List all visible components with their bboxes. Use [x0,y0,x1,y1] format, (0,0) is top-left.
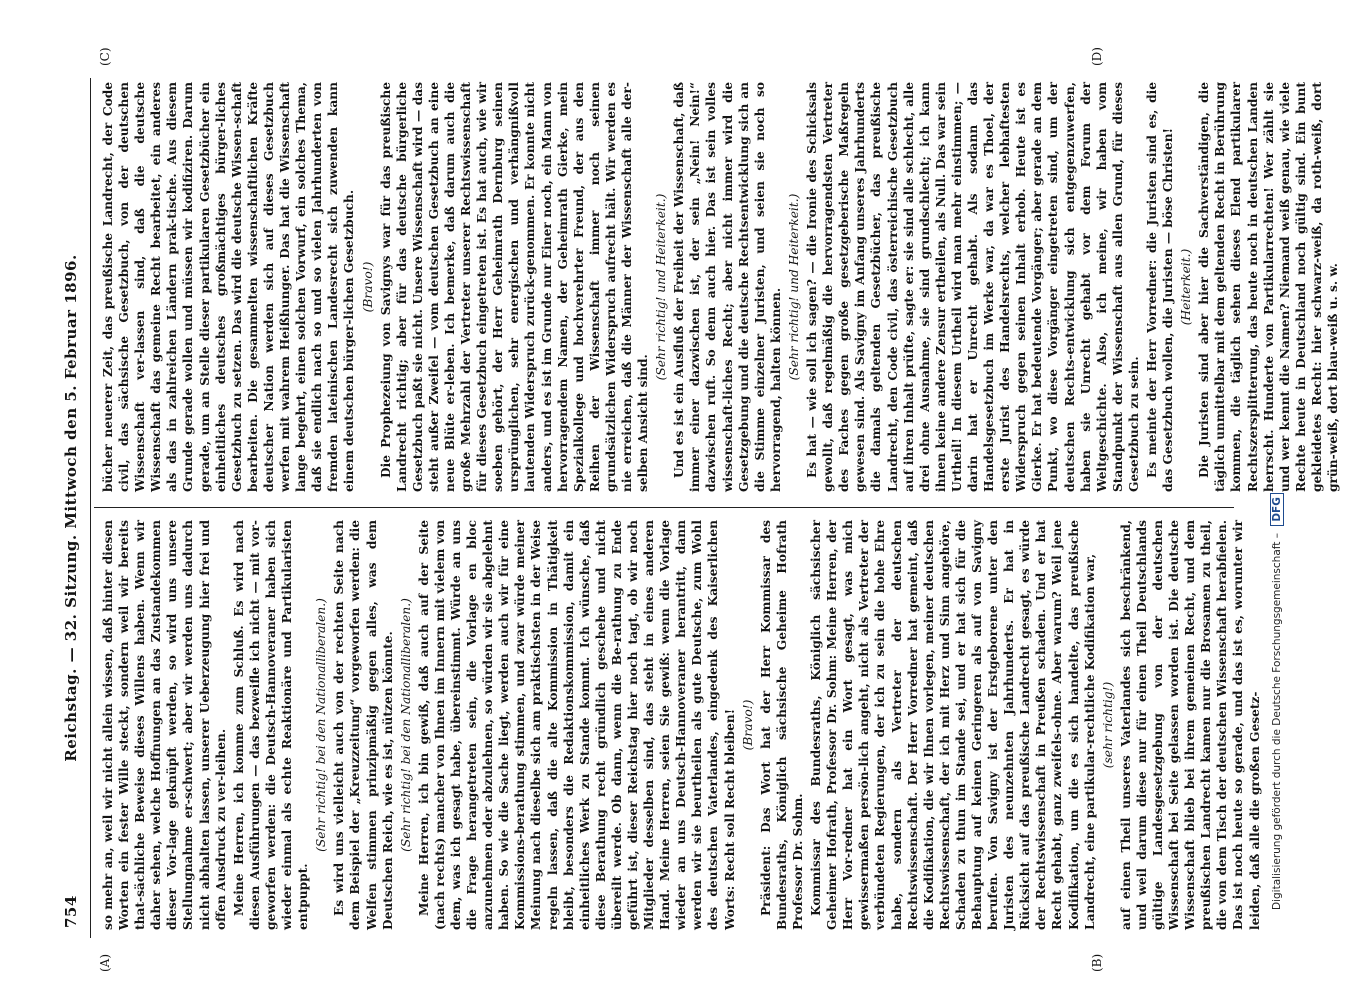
interjection: (Sehr richtig! bei den Nationalliberalen.) [398,598,413,852]
header-rule [90,78,91,938]
paragraph: Und es ist ein Ausfluß der Freiheit der Wissenschaft, daß immer einer dazwischen ist, der sein „Nein! Nein!“ dazwischen ruft. So denn auch hier. Das ist sein volles wissenschaft-liches Recht; aber nicht immer wird die Gesetzgebung und die deutsche Rechtsentwicklung sich an die Stimme einzelner Juristen, und seien sie noch so hervorragend, halten können. [672,82,783,492]
dfg-logo: DFG [1270,493,1284,526]
paragraph: Meine Herren, ich komme zum Schluß. Es wird nach diesen Ausführungen — das bezweifle ich nicht — mit vor-geworfen werden: die Deutsch-Hannoveraner haben sich wieder einmal als echte Reaktionäre und Partikularisten entpuppt. [231,520,311,930]
interjection: (Bravo!) [360,261,375,313]
interjection: (Sehr richtig! bei den Nationalliberalen.) [314,598,329,852]
paragraph: Es hat — wie soll ich sagen? — die Ironie des Schicksals gewollt, daß regelmäßig die hervorragendsten Vertreter des Faches gegen große gesetzgeberische Maßregeln gewesen sind. Als Savigny im Anfang unseres Jahrhunderts die damals geltenden Gesetzbücher, das preußische Landrecht, den Code civil, das österreichische Gesetzbuch auf ihren Inhalt prüfte, sagte er: sie sind alle schlecht, alle drei ohne Ausnahme, sie sind grundschlecht; ich kann ihnen keine andere Zensur ertheilen, als Null. Das war sein Urtheil! In diesem Urtheil wird man mehr einstimmen; — darin hat er Unrecht gehabt. Als sodann das Handelsgesetzbuch im Werke war, da war es Thoel, der erste Jurist des Handelsrechts, welcher lebhaftesten Widerspruch gegen seinen Inhalt erhob. Heute ist es Gierke. Er hat bedeutende Vorgänger; aber gerade an dem Punkt, wo diese Vorgänger eingetreten sind, um der deutschen Rechts-entwicklung sich entgegenzuwerfen, haben sie Unrecht gehabt vor dem Forum der Weltgeschichte. Also, ich meine, wir haben vom Standpunkt der Wissenschaft aus allen Grund, für dieses Gesetzbuch zu sein. [805,82,1141,492]
margin-mark-a: (A) [98,953,112,972]
margin-mark-c: (C) [98,47,112,66]
paragraph: Präsident: Das Wort hat der Herr Kommissar des Bundesraths, Königlich sächsische Geheime Hofrath Professor Dr. Sohm. [758,520,805,930]
interjection: (Sehr richtig! und Heiterkeit.) [654,193,669,381]
left-column [100,520,1262,930]
margin-mark-d: (D) [1090,47,1104,66]
column-divider [94,507,1234,508]
running-head: Reichstag. — 32. Sitzung. Mittwoch den 5. Februar 1896. [62,254,80,762]
page-number: 754 [62,895,80,928]
paragraph: Die Juristen sind aber hier die Sachverständigen, die täglich unmittelbar mit dem geltenden Recht in Berührung kommen, die täglich sehen dieses Elend partikularer Rechtszersplitterung, das heute noch in deutschen Landen herrscht. Hunderte von Partikularrechten! Wer zählt sie und wer kennt die Namen? Niemand weiß genau, wie viele Rechte heute in Deutschland noch gültig sind. Ein bunt gekleidetes Recht: hier schwarz-weiß, da roth-weiß, dort grün-weiß, dort blau-weiß u. s. w. [1197,82,1341,492]
credit-text: Digitalisierung gefördert durch die Deutsche Forschungsgemeinschaft – [1271,533,1283,910]
margin-mark-b: (B) [1090,953,1104,972]
interjection: (sehr richtig!) [1100,681,1115,769]
right-column [100,82,1341,492]
page-header [60,88,88,928]
interjection: (Sehr richtig! und Heiterkeit.) [786,193,801,381]
paragraph: Meine Herren, ich bin gewiß, daß auch auf der Seite (nach rechts) mancher von Ihnen im Innern mit vielem von dem, was ich gesagt habe, übereinstimmt. Würde an uns die Frage herangetreten sein, die Vorlage en bloc anzunehmen oder abzulehnen, so würden wir sie abgelehnt haben. So wie die Sache liegt, werden auch wir für eine Kommissions-berathung stimmen, und zwar würde meiner Meinung nach dieselbe sich am praktischsten in der Weise regeln lassen, daß die alte Kommission in Thätigkeit bleibt, besonders die Redaktionskommission, damit ein einheitliches Werk zu Stande kommt. Ich wünsche, daß diese Berathung recht gründlich geschehe und nicht übereilt werde. Ob dann, wenn die Be-rathung zu Ende geführt ist, dieser Reichstag hier noch tagt, ob wir noch Mitglieder desselben sind, das steht in eines anderen Hand. Meine Herren, seien Sie gewiß: wenn die Vorlage wieder an uns Deutsch-Hannoveraner herantritt, dann werden wir sie beurtheilen als gute Deutsche, zum Wohl des deutschen Vaterlandes, eingedenk des Kaiserlichen Worts: Recht soll Recht bleiben! [416,520,737,930]
paragraph: so mehr an, weil wir nicht allein wissen, daß hinter diesen Worten ein fester Wille steckt, sondern weil wir bereits that-sächliche Beweise dieses Willens haben. Wenn wir daher sehen, welche Hoffnungen an das Zustandekommen dieser Vor-lage geknüpft werden, so wird uns unsere Stellungnahme er-schwert; aber wir werden uns dadurch nicht abhalten lassen, unserer Ueberzeugung hier frei und offen Ausdruck zu ver-leihen. [101,520,228,930]
paragraph: bücher neuerer Zeit, das preußische Landrecht, der Code civil, das sächsische Gesetzbuch, von der deutschen Wissenschaft ver-lassen sind, daß die deutsche Wissenschaft das gemeine Recht bearbeitet, ein anderes als das in zahlreichen Ländern prak-tische. Aus diesem Grunde gerade wollen und müssen wir kodifiziren. Darum gerade, um an Stelle dieser partikularen Gesetzbücher ein einheitliches deutsches großmächtiges bürger-liches Gesetzbuch zu setzen. Das wird die deutsche Wissen-schaft bearbeiten. Die gesammelten wissenschaftlichen Kräfte deutscher Nation werden sich auf dieses Gesetzbuch werfen mit wahrem Heißhunger. Das hat die Wissenschaft lange begehrt, einen solchen Vorwurf, ein solches Thema, daß sie endlich nach so und so vielen Jahrhunderten von fremden lateinischen Landesrecht sich zuwenden kann einem deutschen bürger-lichen Gesetzbuch. [101,82,357,492]
digitization-credit [1270,50,1284,910]
interjection: (Heiterkeit.) [1179,248,1194,326]
paragraph: Die Prophezeiung von Savignys war für das preußische Landrecht richtig; aber für das deutsche bürgerliche Gesetzbuch paßt sie nicht. Unsere Wissenschaft wird — das steht außer Zweifel — vom deutschen Gesetzbuch an eine neue Blüte er-leben. Ich bemerke, daß darum auch die große Mehrzahl der Vertreter unserer Rechtswissenschaft für dieses Gesetzbuch eingetreten ist. Es hat auch, wie wir soeben gehört, der Herr Geheimrath Dernburg seinen ursprünglichen, sehr energischen und verhängnißvoll lautenden Widerspruch zurück-genommen. Er konnte nicht anders, und es ist im Grunde nur Einer noch, ein Mann von hervorragendem Namen, der Geheimrath Gierke, mein Spezialkollege und hochverehrter Freund, der aus den Reihen der Wissenschaft immer noch seinen grundsätzlichen Widerspruch aufrecht hält. Wir werden es nie erreichen, daß die Männer der Wissenschaft alle der-selben Ansicht sind. [378,82,651,492]
interjection: (Bravo!) [740,699,755,751]
paragraph: Es wird uns vielleicht auch von der rechten Seite nach dem Beispiel der „Kreuzzeitung“ vorgeworfen werden: die Welfen stimmen prinzipmäßig gegen alles, was dem Deutschen Reich, wie es ist, nützen könnte. [332,520,395,930]
paragraph: Es meinte der Herr Vorredner: die Juristen sind es, die das Gesetzbuch wollen, die Juristen — böse Christen! [1145,82,1176,492]
paragraph: Kommissar des Bundesraths, Königlich sächsischer Geheimer Hofrath, Professor Dr. Sohm: Meine Herren, der Herr Vor-redner hat ein Wort gesagt, was mich gewissermaßen persön-lich angeht, nicht als Vertreter der verbündeten Regierungen, der ich zu sein die hohe Ehre habe, sondern als Vertreter der deutschen Rechtswissenschaft. Der Herr Vorredner hat gemeint, daß die Kodifikation, die wir Ihnen vorlegen, meiner deutschen Rechtswissenschaft, der ich mit Herz und Sinn angehöre, Schaden zu thun im Stande sei, und er hat sich für die Behauptung auf keinen Geringeren als auf von Savigny berufen. Von Savigny ist der Erstgeborene unter den Juristen des neunzehnten Jahrhunderts. Er hat in Rücksicht auf das preußische Landrecht gesagt, es würde der Rechtswissenschaft in Preußen schaden. Und er hat Recht gehabt, ganz zweifels-ohne. Aber warum? Weil jene Kodifikation, um die es sich handelte, das preußische Landrecht, eine partikular-rechtliche Kodifikation war, [809,520,1097,930]
paragraph: auf einen Theil unseres Vaterlandes sich beschränkend, und weil darum diese nur für einen Theil Deutschlands gültige Landesgesetzgebung von der deutschen Wissenschaft bei Seite gelassen worden ist. Die deutsche Wissenschaft blieb bei ihrem gemeinen Recht, und dem preußischen Landrecht kamen nur die Brosamen zu theil, die von dem Tisch der deutschen Wissenschaft herabfielen. Das ist noch heute so gerade, und das ist es, worunter wir leiden, daß alle die großen Gesetz- [1118,520,1262,930]
